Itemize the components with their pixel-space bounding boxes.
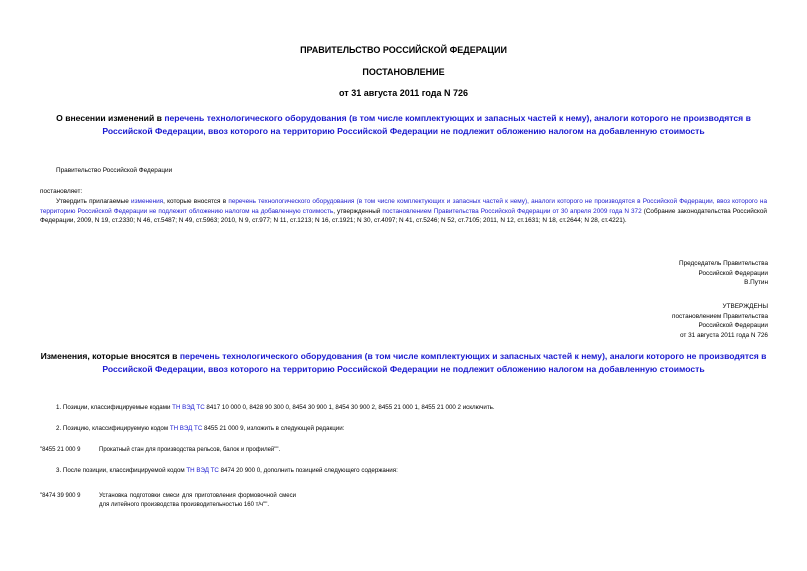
equipment-list-link[interactable]: перечень технологического оборудования (в том числе комплектующих и запасных частей к нему), аналоги которого не производятся в Российской Федерации, ввоз которого на территорию Российской Федерации не подлежит обложению налогом на добавленную стоимость <box>40 198 768 215</box>
table1-description: Прокатный стан для производства рельсов, балок и профилей"". <box>99 447 281 453</box>
item-3 <box>56 466 398 475</box>
item-3-text-end: 8474 20 900 0, дополнить позицией следующего содержания: <box>218 467 398 474</box>
document-type: ПОСТАНОВЛЕНИЕ <box>362 67 445 77</box>
signature-block <box>679 259 768 288</box>
para-text-2: , которые вносятся в <box>163 198 229 205</box>
table2-code: "8474 39 900 9 <box>40 493 81 499</box>
approved-line-2: постановлением Правительства <box>672 312 768 320</box>
changes-title-link[interactable]: перечень технологического оборудования (в том числе комплектующих и запасных частей к нему), аналоги которого не производятся в Российской Федерации, ввоз которого на территорию Российской Федерации не подлежит обложению налогом на добавленную стоимость <box>102 351 767 374</box>
tn-ved-link-2[interactable]: ТН ВЭД ТС <box>169 425 203 432</box>
tn-ved-link-1[interactable]: ТН ВЭД ТС <box>172 404 205 411</box>
main-paragraph <box>40 197 767 226</box>
item-2-text-end: 8455 21 000 9, изложить в следующей редакции: <box>202 425 345 432</box>
title-link[interactable]: перечень технологического оборудования (в том числе комплектующих и запасных частей к нему), аналоги которого не производятся в Российской Федерации, ввоз которого на территорию Российской Федерации не подлежит обложению налогом на добавленную стоимость <box>102 113 751 136</box>
document-title <box>40 112 767 138</box>
approved-line-3: Российской Федерации <box>698 322 768 330</box>
changes-title-prefix: Изменения, которые вносятся в <box>40 351 180 361</box>
tn-ved-link-3[interactable]: ТН ВЭД ТС <box>186 467 219 474</box>
approved-line-4: от 31 августа 2011 года N 726 <box>679 331 768 339</box>
government-heading: ПРАВИТЕЛЬСТВО РОССИЙСКОЙ ФЕДЕРАЦИИ <box>300 45 507 55</box>
item-2 <box>56 424 344 433</box>
item-1 <box>56 403 495 412</box>
resolution-372-link[interactable]: постановлением Правительства Российской Федерации от 30 апреля 2009 года N 372 <box>382 207 642 215</box>
table2-description: Установка подготовки смеси для приготовления формовочной смеси для литейного производства производительностью 160 т/ч"". <box>99 493 296 508</box>
decrees-text: постановляет: <box>40 188 83 195</box>
item-1-text: 1. Позиции, классифицируемые кодами <box>56 404 173 411</box>
para-text-3: , утвержденный <box>333 207 383 215</box>
table1-code: "8455 21 000 9 <box>40 447 81 453</box>
title-prefix: О внесении изменений в <box>56 113 165 123</box>
item-2-text: 2. Позицию, классифицируемую кодом <box>56 425 170 432</box>
item-3-text: 3. После позиции, классифицируемой кодом <box>56 467 187 474</box>
changes-title <box>40 350 767 376</box>
item-1-text-end: 8417 10 000 0, 8428 90 300 0, 8454 30 900 1, 8454 30 900 2, 8455 21 000 1, 8455 21 000 2 исключить. <box>204 404 495 411</box>
para-text-1: Утвердить прилагаемые <box>56 198 132 205</box>
issuer-text: Правительство Российской Федерации <box>56 167 173 174</box>
signature-country: Российской Федерации <box>698 269 768 277</box>
signature-name: В.Путин <box>744 279 768 287</box>
para-text-4: (Собрание законодательства Российской Федерации, 2009, N 19, ст.2330; N 46, ст.5487; N 49, ст.5963; 2010, N 9, ст.977; N 11, ст.1213; N 16, ст.1921; N 30, ст.4097; N 41, ст.5246; N 52, ст.7105; 2011, N 12, ст.1631; N 18, ст.2644; N 28, ст.4221). <box>40 207 767 225</box>
changes-link[interactable]: изменения <box>131 198 164 205</box>
approved-label: УТВЕРЖДЕНЫ <box>722 303 768 310</box>
document-date-number: от 31 августа 2011 года N 726 <box>339 88 468 98</box>
approval-block <box>672 302 768 340</box>
signature-position: Председатель Правительства <box>679 260 768 267</box>
